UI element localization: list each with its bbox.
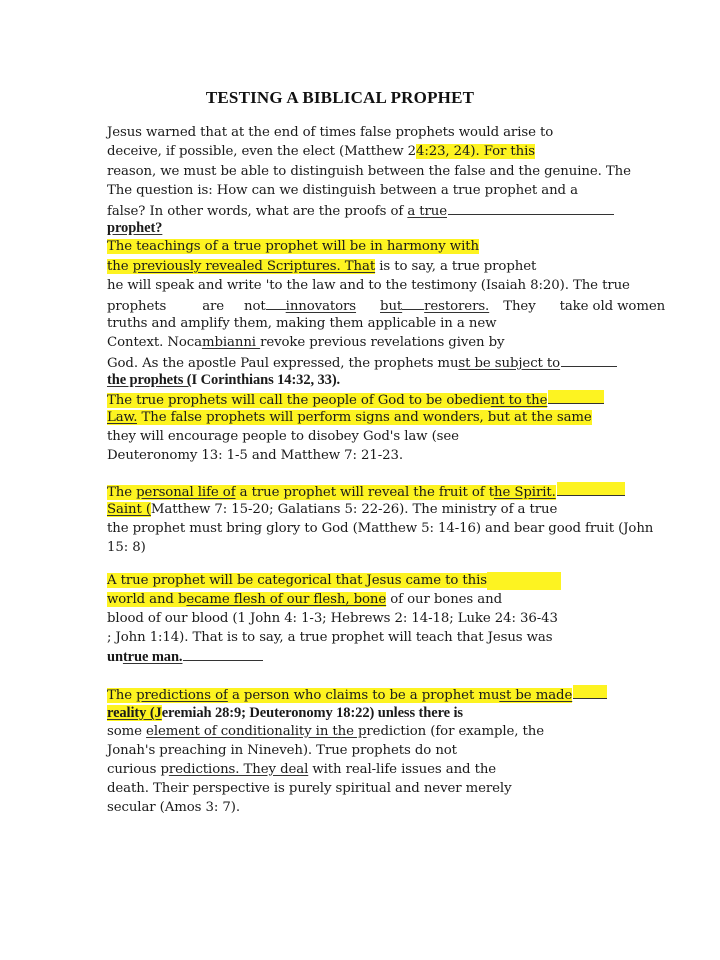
- intro-line-6: [107, 219, 162, 237]
- text: death. Their perspective is purely spiritual and never merely: [107, 781, 512, 796]
- s4-line-3: [107, 723, 544, 741]
- text: revoke previous revelations given by: [260, 335, 505, 350]
- page-title: TESTING A BIBLICAL PROPHET: [205, 88, 475, 107]
- s1-line-5: [107, 315, 496, 333]
- highlighted-underlined-text: nt to the: [490, 393, 548, 408]
- highlighted-text: a true prophet will reveal the fruit of t: [235, 485, 495, 500]
- text: false? In other words, what are the proofs of: [107, 204, 408, 219]
- highlighted-text: A true prophet will be categorical that Jesus came to this: [107, 573, 487, 588]
- s1-line-11: [107, 428, 459, 446]
- s4-line-4: [107, 742, 457, 760]
- text: truths and amplify them, making them applicable in a new: [107, 316, 497, 331]
- highlighted-underlined-text: st be made: [499, 688, 573, 703]
- text: Context. Noca: [107, 335, 202, 350]
- intro-line-2: [107, 143, 535, 161]
- text: The question is: How can we distinguish between a true prophet and a: [107, 183, 578, 198]
- text: God. As the apostle Paul expressed, the prophets mu: [107, 356, 459, 371]
- underlined-text: restorers.: [424, 299, 490, 314]
- text: un: [107, 649, 123, 665]
- highlighted-text: a person who claims to be a prophet mu: [227, 688, 500, 703]
- text: curious p: [107, 762, 169, 777]
- blank-line: [266, 296, 286, 310]
- highlighted-underlined-text: Law.: [107, 410, 138, 425]
- text: Matthew 7: 15-20; Galatians 5: 22-26). The ministry of a true: [150, 502, 558, 517]
- s3-line-5: [107, 647, 263, 666]
- underlined-text: element of conditionality in the p: [146, 724, 367, 739]
- highlighted-text: 4:23, 24). For this: [415, 144, 536, 159]
- text: reason, we must be able to distinguish between the false and the genuine. The: [107, 164, 631, 179]
- blank-line: [448, 201, 614, 215]
- s4-line-7: [107, 799, 240, 817]
- s1-line-1: [107, 238, 479, 256]
- text: he will speak and write 'to the law and to the testimony (Isaiah 8:20). The true: [107, 278, 630, 293]
- underlined-text: a true: [407, 204, 448, 219]
- s2-line-2: [107, 501, 557, 519]
- highlighted-text: the: [107, 259, 133, 274]
- underlined-text: but: [380, 299, 403, 314]
- underlined-text: true man.: [122, 649, 183, 665]
- text: secular (Amos 3: 7).: [107, 800, 240, 815]
- s1-line-9: [107, 390, 604, 410]
- s3-line-3: [107, 610, 558, 628]
- intro-line-3: [107, 163, 631, 181]
- text: they will encourage people to disobey God's law (see: [107, 429, 459, 444]
- text: Jesus warned that at the end of times false prophets would arise to: [107, 125, 554, 140]
- text: deceive, if possible, even the elect (Matthew 2: [107, 144, 416, 159]
- highlighted-text: The: [107, 485, 137, 500]
- s1-line-2: [107, 258, 536, 276]
- intro-line-5: [107, 201, 614, 221]
- text: I Corinthians 14:32, 33).: [191, 372, 341, 388]
- blank-line: [402, 296, 424, 310]
- highlighted-underlined-text: previously revealed Scriptures. That: [132, 259, 376, 274]
- text: is to say, a true prophet: [375, 259, 537, 274]
- highlighted-text: The teachings of a true prophet will be in harmony with: [107, 239, 479, 254]
- blank-line: [561, 353, 617, 367]
- highlighted-underlined-text: he Spirit.: [494, 485, 556, 500]
- s3-line-2: [107, 591, 502, 609]
- highlighted-underlined-text: Saint (: [107, 502, 151, 517]
- s3-line-4: [107, 629, 552, 647]
- underlined-text: st be subject to: [458, 356, 561, 371]
- underlined-text: redictions. They deal: [168, 762, 309, 777]
- highlighted-text: The true prophets will call the people of God to be obedie: [107, 393, 491, 408]
- highlighted-text: The: [107, 688, 137, 703]
- intro-line-1: [107, 124, 553, 142]
- text: eremiah 28:9; Deuteronomy 18:22) unless there is: [161, 705, 463, 721]
- s2-line-4: [107, 539, 146, 557]
- underlined-text: the prophets (: [107, 372, 192, 388]
- text: rediction (for example, the: [366, 724, 545, 739]
- intro-line-4: [107, 182, 578, 200]
- s4-line-6: [107, 780, 512, 798]
- blank-line: [548, 390, 604, 404]
- text: the prophet must bring glory to God (Matthew 5: 14-16) and bear good fruit (John: [107, 521, 654, 536]
- highlighted-underlined-text: predictions of: [136, 688, 228, 703]
- text: prophet?: [107, 220, 163, 236]
- text: blood of our blood (1 John 4: 1-3; Hebrews 2: 14-18; Luke 24: 36-43: [107, 611, 558, 626]
- s1-line-6: [107, 334, 504, 352]
- underlined-text: mbianni: [201, 335, 261, 350]
- blank-line: [557, 482, 625, 496]
- highlighted-text: world and b: [107, 592, 187, 607]
- underlined-text: innovators: [285, 299, 357, 314]
- text: Jonah's preaching in Nineveh). True prophets do not: [107, 743, 457, 758]
- text: are: [202, 299, 225, 314]
- s2-line-3: [107, 520, 653, 538]
- highlighted-underlined-text: reality (J: [107, 705, 162, 721]
- text: some: [107, 724, 147, 739]
- text: with real-life issues and the: [308, 762, 497, 777]
- text: Deuteronomy 13: 1-5 and Matthew 7: 21-23.: [107, 448, 403, 463]
- text: ; John 1:14). That is to say, a true prophet will teach that Jesus was: [107, 630, 553, 645]
- s4-line-1: [107, 685, 607, 705]
- s4-line-5: [107, 761, 496, 779]
- highlighted-underlined-text: personal life of: [136, 485, 236, 500]
- s1-line-3: [107, 277, 630, 295]
- s3-line-1: [107, 572, 561, 590]
- s1-line-7: [107, 353, 617, 373]
- blank-line: [183, 647, 263, 661]
- s1-line-4: [107, 296, 665, 316]
- highlighted-text: The false prophets will perform signs and wonders, but at the same: [137, 410, 592, 425]
- text: not: [244, 299, 266, 314]
- text: They: [503, 299, 536, 314]
- s1-line-8: [107, 371, 340, 389]
- s1-line-12: [107, 447, 403, 465]
- text: of our bones and: [386, 592, 502, 607]
- text: take old women: [559, 299, 666, 314]
- text: 15: 8): [107, 540, 146, 555]
- text: prophets: [107, 299, 167, 314]
- s1-line-10: [107, 409, 592, 427]
- blank-line: [573, 685, 607, 699]
- s4-line-2: [107, 704, 463, 722]
- s2-line-1: [107, 482, 625, 502]
- highlighted-underlined-text: ecame flesh of our flesh, bone: [186, 592, 387, 607]
